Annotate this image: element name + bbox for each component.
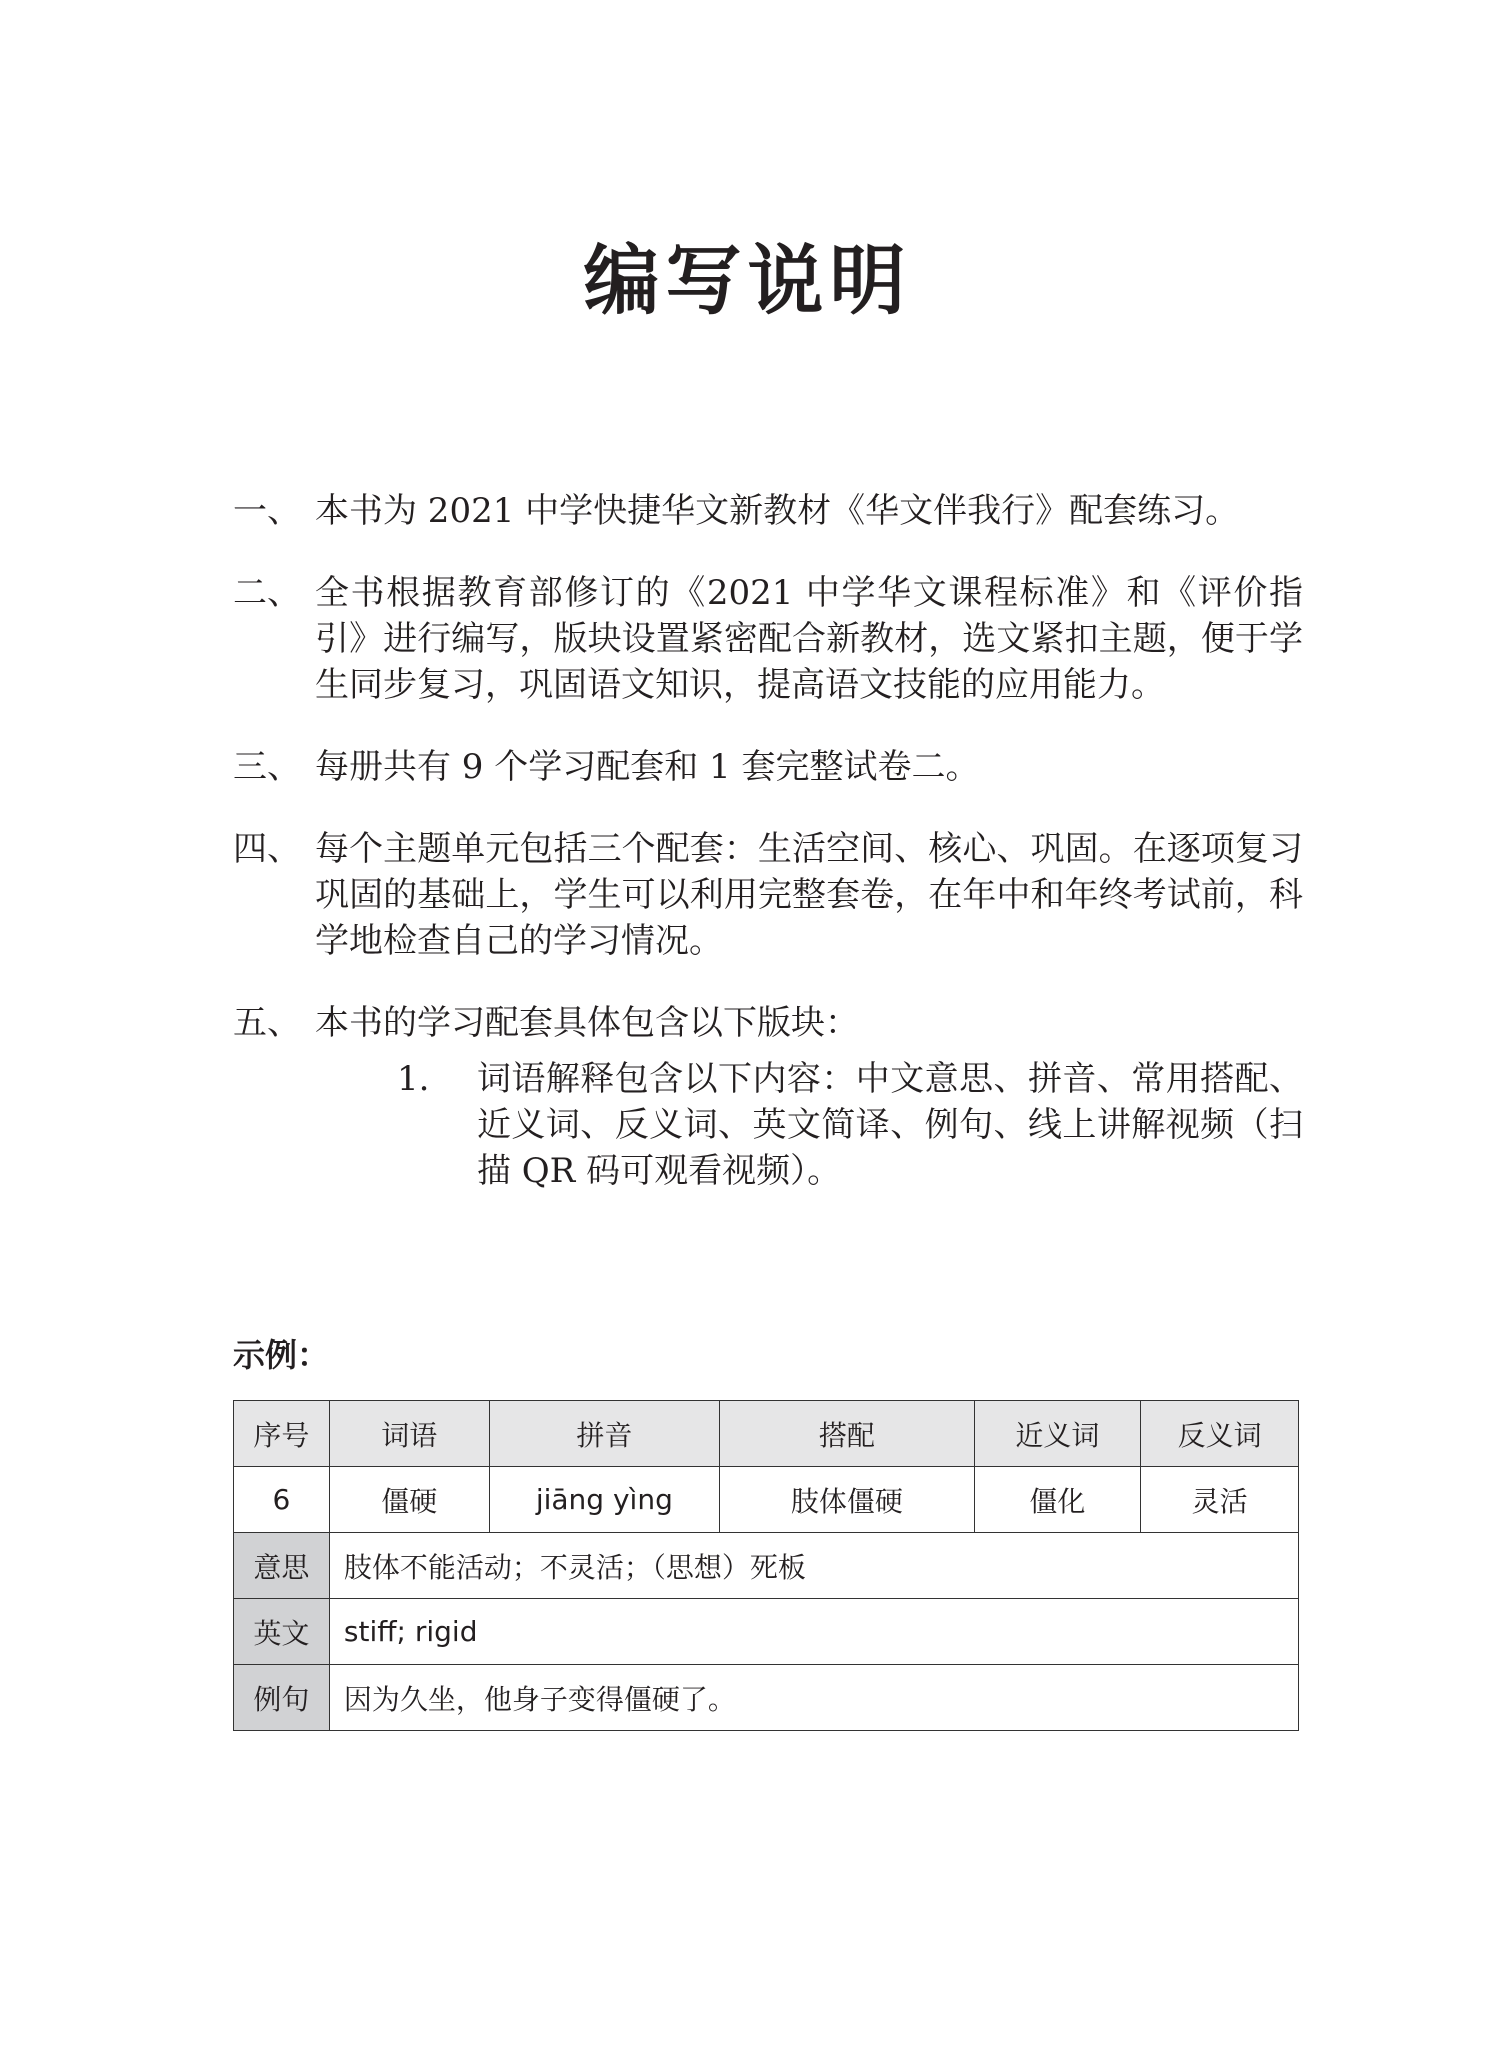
column-header: 反义词 — [1141, 1401, 1299, 1467]
list-item — [233, 826, 1303, 964]
item-text: 每个主题单元包括三个配套：生活空间、核心、巩固。在逐项复习巩固的基础上，学生可以利用完整套卷，在年中和年终考试前，科学地检查自己的学习情况。 — [315, 829, 1303, 961]
table-header-row — [234, 1401, 1299, 1467]
item-text: 每册共有 9 个学习配套和 1 套完整试卷二。 — [315, 747, 980, 787]
column-header: 近义词 — [974, 1401, 1141, 1467]
list-item — [233, 570, 1303, 708]
instruction-list — [233, 488, 1303, 1230]
list-item — [233, 488, 1303, 534]
table-row — [234, 1467, 1299, 1533]
row-label: 例句 — [234, 1665, 330, 1731]
item-number: 四、 — [233, 829, 301, 869]
list-item — [233, 1000, 1303, 1194]
table-cell: jiāng yìng — [489, 1467, 720, 1533]
table-cell: 灵活 — [1141, 1467, 1299, 1533]
table-cell: 僵硬 — [329, 1467, 489, 1533]
sub-item-text: 词语解释包含以下内容：中文意思、拼音、常用搭配、近义词、反义词、英文简译、例句、线上讲解视频（扫描 QR 码可观看视频）。 — [477, 1059, 1303, 1191]
example-label: 示例： — [233, 1336, 330, 1374]
table-row — [234, 1599, 1299, 1665]
row-label: 英文 — [234, 1599, 330, 1665]
item-body — [315, 1000, 1303, 1194]
table-row — [234, 1533, 1299, 1599]
list-item — [233, 744, 1303, 790]
item-text: 本书的学习配套具体包含以下版块： — [315, 1003, 859, 1043]
item-number: 三、 — [233, 747, 301, 787]
sub-list-item — [397, 1056, 1303, 1194]
table-cell: 僵化 — [974, 1467, 1141, 1533]
item-number: 一、 — [233, 491, 301, 531]
item-number: 五、 — [233, 1003, 301, 1043]
column-header: 词语 — [329, 1401, 489, 1467]
row-label: 意思 — [234, 1533, 330, 1599]
vocabulary-table — [233, 1400, 1299, 1731]
column-header: 拼音 — [489, 1401, 720, 1467]
table-cell: 6 — [234, 1467, 330, 1533]
table-row — [234, 1665, 1299, 1731]
item-text: 全书根据教育部修订的《2021 中学华文课程标准》和《评价指引》进行编写，版块设置紧密配合新教材，选文紧扣主题，便于学生同步复习，巩固语文知识，提高语文技能的应用能力。 — [315, 573, 1303, 705]
page-title: 编写说明 — [583, 236, 912, 325]
column-header: 序号 — [234, 1401, 330, 1467]
item-number: 二、 — [233, 573, 301, 613]
row-value: 因为久坐，他身子变得僵硬了。 — [329, 1665, 1298, 1731]
table-cell: 肢体僵硬 — [720, 1467, 974, 1533]
item-text: 本书为 2021 中学快捷华文新教材《华文伴我行》配套练习。 — [315, 491, 1240, 531]
row-value: 肢体不能活动；不灵活；（思想）死板 — [329, 1533, 1298, 1599]
row-value: stiff; rigid — [329, 1599, 1298, 1665]
sub-item-number: 1. — [397, 1059, 430, 1099]
column-header: 搭配 — [720, 1401, 974, 1467]
